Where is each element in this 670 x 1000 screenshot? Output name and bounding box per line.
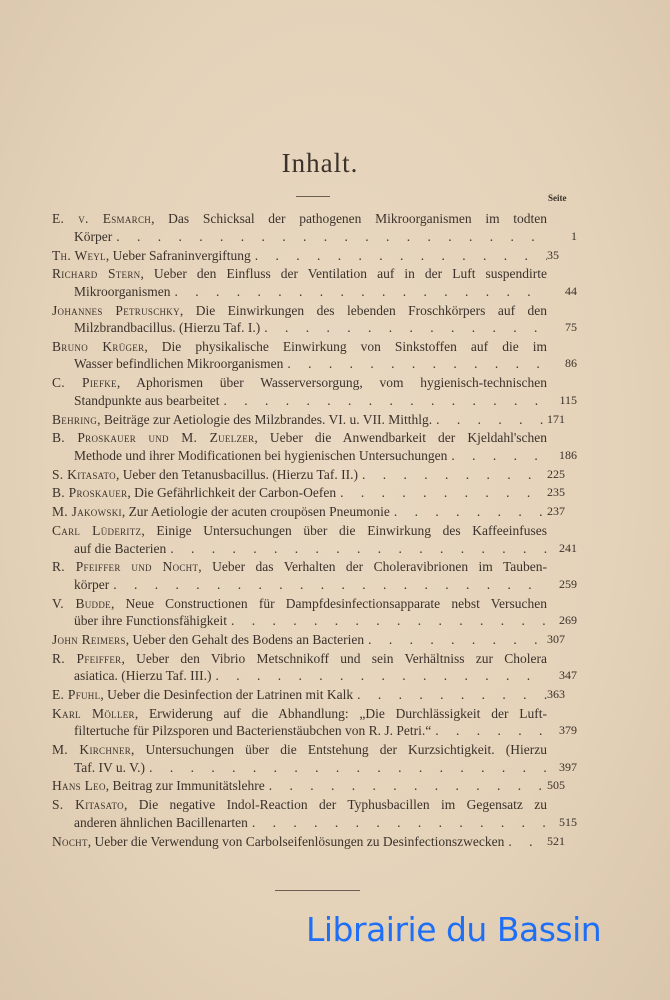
entry-title: , Untersuchungen über die Entstehung der Kurzsichtigkeit. (Hierzu [131,742,547,758]
entry-line [52,631,577,649]
entry-title: , Ueber Safraninvergiftung [105,247,251,263]
toc-entry [52,429,577,464]
entry-author: B. Proskauer [52,485,128,501]
entry-page-number: 44 [565,283,577,298]
entry-author: Bruno Krüger [52,338,145,354]
entry-line [52,302,577,320]
entry-page-number: 269 [559,613,577,628]
entry-title: , Ueber die Verwendung von Carbolseifenlösungen zu Desinfectionszwecken [87,833,505,849]
entry-author: Behring [52,411,98,427]
entry-page-number: 225 [547,466,565,481]
entry-page-number: 515 [559,814,577,829]
entry-title: , Ueber die Desinfection der Latrinen mit Kalk [100,687,354,703]
dot-leader [109,576,547,594]
toc-entry [52,484,577,502]
entry-line [52,777,577,795]
entry-page-number: 35 [547,247,559,262]
entry-page-number: 241 [559,540,577,555]
toc-entry [52,558,577,593]
toc-entry [52,411,577,429]
entry-line [52,355,577,373]
entry-page-number: 75 [565,320,577,335]
entry-author: Nocht [52,833,88,849]
entry-author: S. Kitasato [52,466,116,482]
entry-line [52,741,577,759]
entry-line [52,705,577,723]
dot-leader [219,392,547,410]
dot-leader [171,283,548,301]
entry-author: Johannes Petruschky [52,302,180,318]
toc-entry [52,338,577,373]
entry-line [52,447,577,465]
table-of-contents [52,209,577,850]
dot-leader [447,447,547,465]
entry-line [52,265,577,283]
page-column-label: Seite [548,193,567,203]
entry-title-continued: anderen ähnlichen Bacillenarten [74,814,248,830]
entry-line [52,429,577,447]
entry-page-number: 397 [559,759,577,774]
entry-page-number: 171 [547,411,565,426]
dot-leader [358,466,547,484]
toc-entry [52,686,577,704]
entry-title: , Ueber das Verhalten der Choleravibrionen im Tauben- [198,559,547,575]
entry-line [52,686,577,704]
entry-author: Th. Weyl [52,247,106,263]
entry-page-number: 521 [547,833,565,848]
dot-leader [431,722,547,740]
entry-title: , Die negative Indol-Reaction der Typhusbacillen im Gegensatz zu [123,797,547,813]
entry-line [52,595,577,613]
dot-leader [260,319,547,337]
toc-entry [52,522,577,557]
dot-leader [336,484,547,502]
title-divider [296,196,330,197]
entry-author: C. Piefke [52,375,117,391]
entry-author: Carl Lüderitz [52,523,142,539]
entry-line [52,484,577,502]
entry-title-continued: Milzbrandbacillus. (Hierzu Taf. I.) [74,320,261,336]
entry-title-continued: Methode und ihrer Modificationen bei hygienischen Untersuchungen [74,447,448,463]
entry-title: , Ueber den Einfluss der Ventilation auf in der Luft suspendirte [140,266,547,282]
entry-line [52,319,577,337]
toc-entry [52,503,577,521]
entry-title: , Zur Aetiologie der acuten croupösen Pneumonie [121,504,390,520]
toc-entry [52,247,577,265]
entry-line [52,411,577,429]
entry-author: E. Pfuhl [52,687,101,703]
toc-entry [52,650,577,685]
entry-page-number: 115 [559,392,577,407]
toc-entry [52,595,577,630]
entry-line [52,759,577,777]
entry-line [52,228,577,246]
entry-line [52,540,577,558]
entry-author: E. v. Esmarch [52,211,152,227]
entry-author: Hans Leo [52,778,106,794]
entry-title-continued: auf die Bacterien [74,540,167,556]
toc-entry [52,631,577,649]
entry-title: , Ueber den Gehalt des Bodens an Bacterien [125,631,365,647]
entry-line [52,722,577,740]
dot-leader [145,759,547,777]
entry-line [52,210,577,228]
entry-title: , Ueber den Vibrio Metschnikoff und sein Verhältniss zur Cholera [121,650,548,666]
entry-title-continued: Wasser befindlichen Mikroorganismen [74,356,284,372]
page-title: Inhalt. [281,148,359,178]
entry-author: Karl Möller [52,705,135,721]
entry-author: R. Pfeiffer und Nocht [52,559,199,575]
entry-title-continued: filtertuche für Pilzsporen und Bacterienstäubchen von R. J. Petri.“ [74,723,432,739]
entry-page-number: 86 [565,356,577,371]
toc-entry [52,466,577,484]
entry-title: , Aphorismen über Wasserversorgung, vom hygienisch-technischen [116,375,548,391]
toc-entry [52,741,577,776]
watermark: Librairie du Bassin [306,910,602,949]
entry-title: , Beiträge zur Aetiologie des Milzbrandes. VI. u. VII. Mitthlg. [97,411,433,427]
dot-leader [283,355,547,373]
entry-title-continued: Mikroorganismen [74,283,171,299]
entry-line [52,650,577,668]
entry-author: B. Proskauer und M. Zuelzer [52,430,255,446]
entry-line [52,814,577,832]
entry-page-number: 307 [547,631,565,646]
toc-entry [52,374,577,409]
entry-page-number: 379 [559,723,577,738]
dot-leader [251,247,547,265]
entry-title: , Die Einwirkungen des lebenden Froschkörpers auf den [179,302,547,318]
dot-leader [432,411,547,429]
entry-title: , Neue Constructionen für Dampfdesinfectionsapparate nebst Versuchen [110,595,547,611]
toc-entry [52,777,577,795]
entry-line [52,833,577,851]
entry-author: Richard Stern [52,266,141,282]
entry-title-continued: Standpunkte aus bearbeitet [74,392,220,408]
entry-author: V. Budde [52,595,111,611]
dot-leader [265,777,547,795]
dot-leader [112,228,547,246]
entry-line [52,576,577,594]
entry-title: , Ueber die Anwendbarkeit der Kjeldahl'schen [254,430,547,446]
entry-title: , Ueber den Tetanusbacillus. (Hierzu Taf. II.) [115,466,358,482]
entry-line [52,558,577,576]
entry-title-continued: asiatica. (Hierzu Taf. III.) [74,668,212,684]
entry-author: M. Kirchner [52,742,132,758]
entry-page-number: 1 [571,228,577,243]
dot-leader [166,540,547,558]
entry-line [52,503,577,521]
toc-entry [52,796,577,831]
entry-title-continued: über ihre Functionsfähigkeit [74,613,227,629]
entry-page-number: 237 [547,504,565,519]
entry-author: R. Pfeiffer [52,650,122,666]
dot-leader [248,814,547,832]
dot-leader [364,631,547,649]
entry-line [52,283,577,301]
entry-line [52,612,577,630]
dot-leader [504,833,547,851]
dot-leader [390,503,547,521]
entry-title: , Die Gefährlichkeit der Carbon-Oefen [127,485,337,501]
entry-page-number: 347 [559,668,577,683]
entry-author: John Reimers [52,631,126,647]
entry-line [52,374,577,392]
entry-line [52,466,577,484]
entry-author: S. Kitasato [52,797,124,813]
bottom-divider [275,890,360,891]
toc-entry [52,302,577,337]
entry-line [52,247,577,265]
entry-line [52,338,577,356]
dot-leader [227,612,547,630]
toc-entry [52,210,577,245]
entry-title: , Das Schicksal der pathogenen Mikroorganismen im todten [151,211,548,227]
toc-entry [52,705,577,740]
entry-title: , Erwiderung auf die Abhandlung: „Die Durchlässigkeit der Luft- [134,705,547,721]
entry-line [52,796,577,814]
entry-line [52,392,577,410]
toc-entry [52,265,577,300]
entry-page-number: 505 [547,778,565,793]
entry-title-continued: körper [74,576,110,592]
entry-title-continued: Körper [74,228,113,244]
entry-title: , Die physikalische Einwirkung von Sinkstoffen auf die im [144,338,547,354]
entry-author: M. Jakowski [52,504,122,520]
entry-page-number: 363 [547,687,565,702]
dot-leader [211,667,547,685]
entry-page-number: 235 [547,485,565,500]
entry-line [52,667,577,685]
entry-title: , Beitrag zur Immunitätslehre [105,778,265,794]
dot-leader [353,686,547,704]
entry-title: , Einige Untersuchungen über die Einwirkung des Kaffeeinfuses [141,523,547,539]
toc-entry [52,833,577,851]
entry-page-number: 186 [559,447,577,462]
entry-line [52,522,577,540]
entry-page-number: 259 [559,576,577,591]
entry-title-continued: Taf. IV u. V.) [74,759,146,775]
